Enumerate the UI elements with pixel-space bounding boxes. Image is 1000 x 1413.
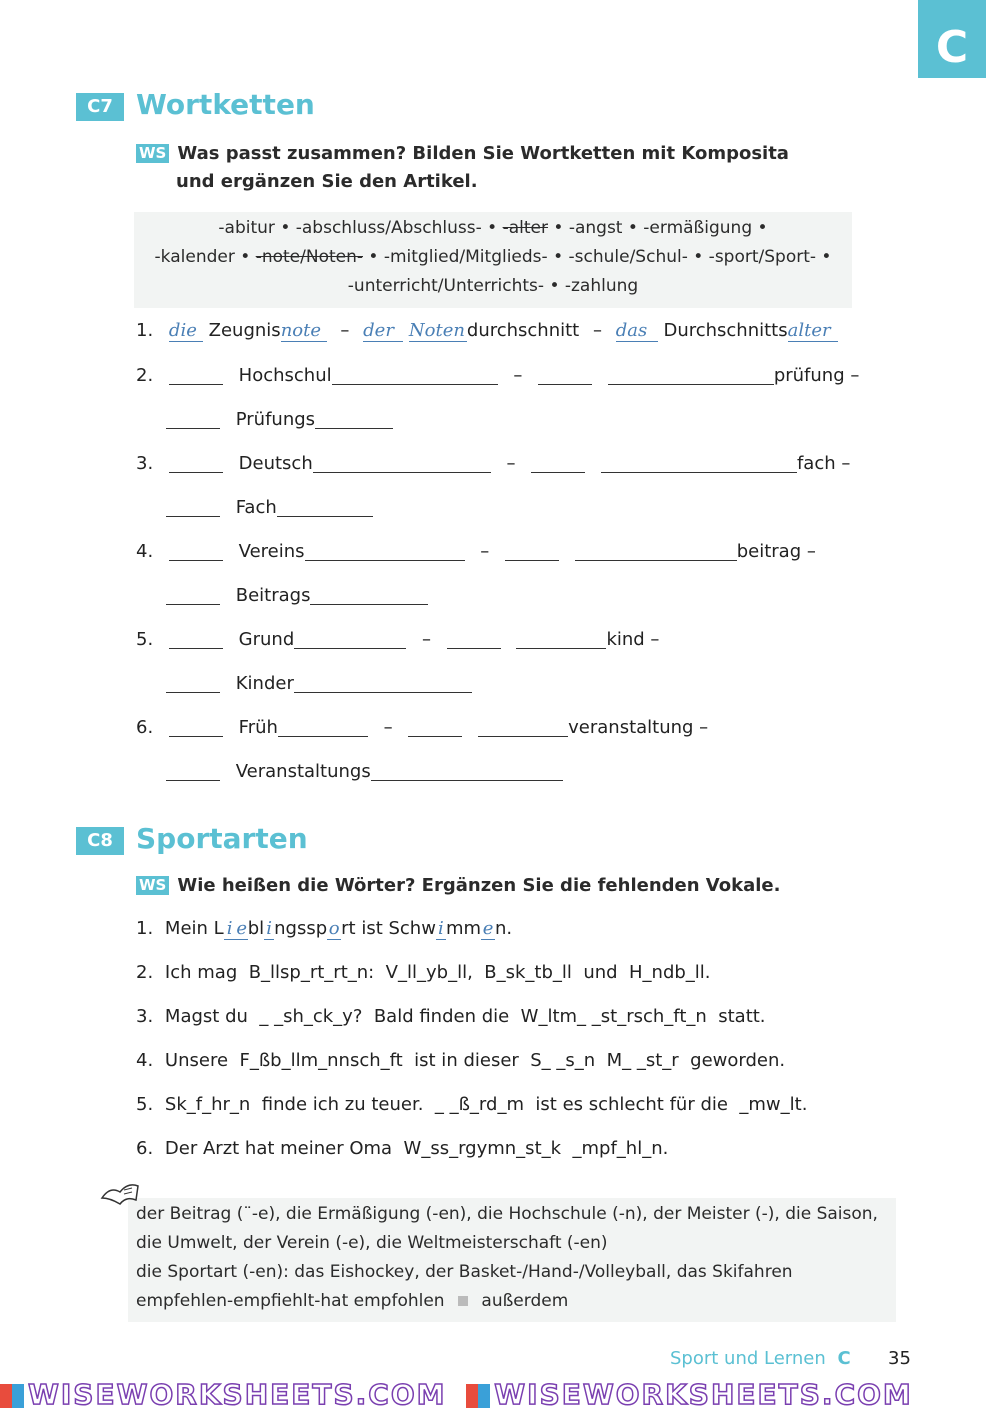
vowel-answer: i xyxy=(224,918,236,940)
chapter-tab: C xyxy=(918,0,986,78)
c7-example: 1. die Zeugnisnote – der Noten durchschnitt – das Durchschnittsalter xyxy=(136,320,838,342)
word-blank[interactable] xyxy=(601,452,797,473)
c7-item-5: 5. Grund – kind – xyxy=(136,629,660,650)
page-number: 35 xyxy=(888,1348,911,1369)
word-blank[interactable] xyxy=(305,540,465,561)
used-word: -alter xyxy=(502,218,548,238)
c8-line-5: 5. Sk_f_hr_n finde ich zu teuer. _ _ß_rd_m ist es schlecht für die _mw_lt. xyxy=(136,1094,808,1115)
article-blank[interactable] xyxy=(169,364,223,385)
word-box-line3: -unterricht/Unterrichts- • -zahlung xyxy=(347,276,639,296)
c7-item-5b: Kinder xyxy=(166,672,472,694)
word-blank[interactable] xyxy=(332,364,498,385)
article-blank[interactable] xyxy=(169,540,223,561)
open-book-icon xyxy=(100,1178,140,1213)
article-blank[interactable] xyxy=(166,584,220,605)
answer-suffix: alter xyxy=(788,320,838,342)
square-bullet-icon xyxy=(458,1296,468,1306)
vowel-answer: i xyxy=(436,918,446,940)
c7-item-6b: Veranstaltungs xyxy=(166,760,563,782)
article-blank[interactable] xyxy=(166,760,220,781)
c7-item-2b: Prüfungs xyxy=(166,408,393,430)
word-blank[interactable] xyxy=(278,716,368,737)
c7-item-4b: Beitrags xyxy=(166,584,428,606)
answer-prefix: Noten xyxy=(408,320,465,341)
c8-badge: C8 xyxy=(76,827,124,855)
c8-instruction-text: Wie heißen die Wörter? Ergänzen Sie die fehlenden Vokale. xyxy=(177,875,781,896)
c7-item-3b: Fach xyxy=(166,496,373,518)
ws-label: WS xyxy=(136,144,169,163)
c7-instruction xyxy=(136,140,789,168)
word-box xyxy=(134,212,852,308)
article-blank[interactable] xyxy=(408,716,462,737)
answer-article: das xyxy=(616,320,658,342)
exercise-text[interactable]: Ich mag B_llsp_rt_rt_n: V_ll_yb_ll, B_sk_tb_ll und H_ndb_ll. xyxy=(164,962,711,983)
exercise-text[interactable]: Unsere F_ßb_llm_nnsch_ft ist in dieser S_ _s_n M_ _st_r geworden. xyxy=(164,1050,786,1071)
exercise-text[interactable]: Sk_f_hr_n finde ich zu teuer. _ _ß_rd_m ist es schlecht für die _mw_lt. xyxy=(164,1094,808,1115)
word-blank[interactable] xyxy=(313,452,491,473)
article-blank[interactable] xyxy=(169,716,223,737)
answer-suffix: note xyxy=(281,320,327,342)
answer-article: die xyxy=(169,320,203,342)
ws-label: WS xyxy=(136,876,169,895)
word-blank[interactable] xyxy=(310,584,428,605)
article-blank[interactable] xyxy=(169,452,223,473)
wiseworksheets-logo-icon xyxy=(0,1384,24,1408)
word-blank[interactable] xyxy=(315,408,393,429)
article-blank[interactable] xyxy=(538,364,592,385)
word-blank[interactable] xyxy=(294,672,472,693)
word-blank[interactable] xyxy=(371,760,563,781)
exercise-text[interactable]: Magst du _ _sh_ck_y? Bald finden die W_ltm_ _st_rsch_ft_n statt. xyxy=(164,1006,766,1027)
word-blank[interactable] xyxy=(608,364,774,385)
used-word: -note/Noten- xyxy=(255,247,363,267)
c7-item-3: 3. Deutsch – fach – xyxy=(136,453,851,474)
c8-example: 1. Mein L i ebl i ngssport ist Schw i mmen. xyxy=(136,918,513,939)
article-blank[interactable] xyxy=(531,452,585,473)
c8-instruction xyxy=(136,872,780,900)
wiseworksheets-logo-icon xyxy=(466,1384,490,1408)
article-blank[interactable] xyxy=(166,408,220,429)
c7-title: Wortketten xyxy=(136,88,315,121)
c8-line-4: 4. Unsere F_ßb_llm_nnsch_ft ist in dieser S_ _s_n M_ _st_r geworden. xyxy=(136,1050,786,1071)
article-blank[interactable] xyxy=(169,628,223,649)
vowel-answer: e xyxy=(482,918,494,939)
c7-instruction-line2: und ergänzen Sie den Artikel. xyxy=(176,171,478,192)
word-blank[interactable] xyxy=(575,540,737,561)
c8-title: Sportarten xyxy=(136,822,308,855)
c7-item-6: 6. Früh – veranstaltung – xyxy=(136,717,709,738)
word-blank[interactable] xyxy=(516,628,606,649)
article-blank[interactable] xyxy=(447,628,501,649)
word-box-line2: -kalender • -note/Noten- • -mitglied/Mitglieds- • -schule/Schul- • -sport/Sport- • xyxy=(154,247,832,267)
word-blank[interactable] xyxy=(294,628,406,649)
vocabulary-note: der Beitrag (¨-e), die Ermäßigung (-en), die Hochschule (-n), der Meister (-), die Saison, die Umwelt, der Verein (-e), die Weltmeisterschaft (-en) die Sportart (-en): das Eishockey, der Basket-/Hand-/Volleyball, das Skifahren empfehlen-empfiehlt-hat empfohlen außerdem xyxy=(128,1198,896,1322)
c8-line-3: 3. Magst du _ _sh_ck_y? Bald finden die W_ltm_ _st_rsch_ft_n statt. xyxy=(136,1006,766,1027)
c8-line-2: 2. Ich mag B_llsp_rt_rt_n: V_ll_yb_ll, B_sk_tb_ll und H_ndb_ll. xyxy=(136,962,711,983)
answer-article: der xyxy=(363,320,403,342)
article-blank[interactable] xyxy=(166,672,220,693)
watermark: WISEWORKSHEETS.COM WISEWORKSHEETS.COM xyxy=(0,1378,1000,1413)
c7-item-4: 4. Vereins – beitrag – xyxy=(136,541,816,562)
article-blank[interactable] xyxy=(166,496,220,517)
footer-chapter: Sport und Lernen C xyxy=(670,1348,851,1369)
vowel-answer: o xyxy=(328,918,340,939)
c7-badge: C7 xyxy=(76,93,124,121)
exercise-text[interactable]: Der Arzt hat meiner Oma W_ss_rgymn_st_k _mpf_hl_n. xyxy=(164,1138,669,1159)
word-blank[interactable] xyxy=(478,716,568,737)
c8-line-6: 6. Der Arzt hat meiner Oma W_ss_rgymn_st_k _mpf_hl_n. xyxy=(136,1138,669,1159)
article-blank[interactable] xyxy=(505,540,559,561)
c7-item-2: 2. Hochschul – prüfung – xyxy=(136,365,860,386)
word-box-line1: -abitur • -abschluss/Abschluss- • -alter • -angst • -ermäßigung • xyxy=(218,218,768,238)
vowel-answer: e xyxy=(236,918,248,939)
vowel-answer: i xyxy=(264,918,274,940)
c7-instruction-line1: Was passt zusammen? Bilden Sie Wortketten mit Komposita xyxy=(177,143,789,164)
word-blank[interactable] xyxy=(277,496,373,517)
